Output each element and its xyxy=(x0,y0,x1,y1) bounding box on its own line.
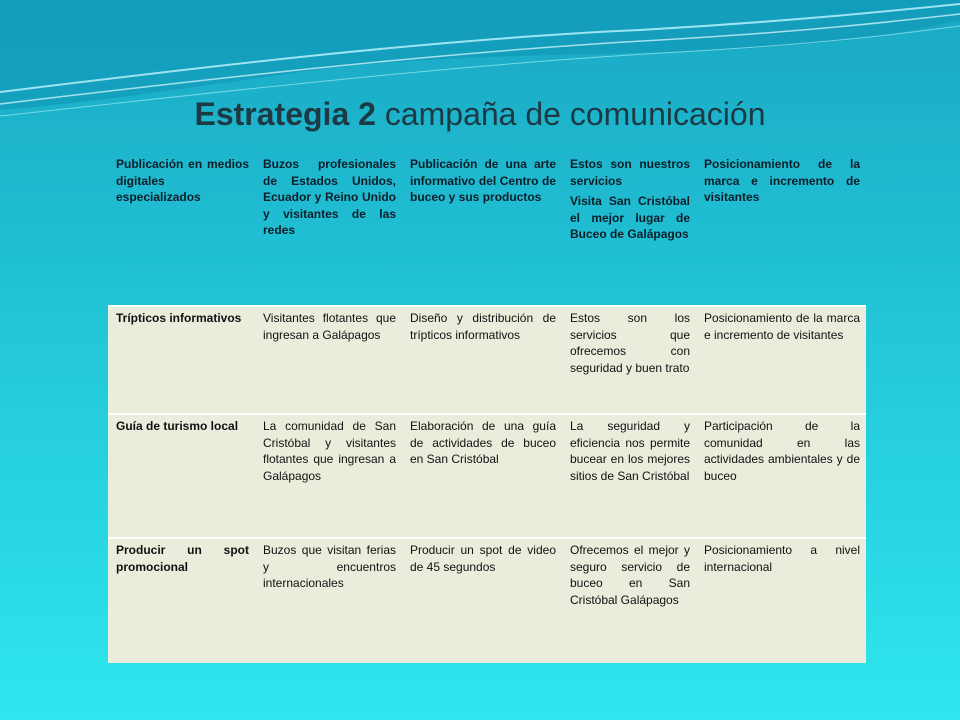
table-cell: Posicionamiento de la marca e incremento de visitantes xyxy=(696,306,866,414)
table-cell: La seguridad y eficiencia nos permite bucear en los mejores sitios de San Cristóbal xyxy=(562,414,696,538)
table-cell: Publicación en medios digitales especializados xyxy=(116,157,249,204)
table-row xyxy=(108,306,866,414)
table-row xyxy=(108,153,866,306)
table-cell xyxy=(562,153,696,306)
table-cell: Elaboración de una guía de actividades de buceo en San Cristóbal xyxy=(402,414,562,538)
table-cell: La comunidad de San Cristóbal y visitantes flotantes que ingresan a Galápagos xyxy=(255,414,402,538)
table-cell: Posicionamiento de la marca e incremento de visitantes xyxy=(704,157,860,204)
title-rest: campaña de comunicación xyxy=(375,96,766,132)
table-cell: Producir un spot promocional xyxy=(108,538,255,663)
table-cell: Buzos que visitan ferias y encuentros internacionales xyxy=(255,538,402,663)
table-cell: Producir un spot de video de 45 segundos xyxy=(402,538,562,663)
table-cell: Participación de la comunidad en las actividades ambientales y de buceo xyxy=(696,414,866,538)
table-cell: Diseño y distribución de trípticos informativos xyxy=(402,306,562,414)
slide-title xyxy=(0,96,960,133)
table-cell: Visitantes flotantes que ingresan a Galápagos xyxy=(255,306,402,414)
table-cell: Trípticos informativos xyxy=(108,306,255,414)
cell-paragraph: Estos son nuestros servicios xyxy=(570,157,690,188)
table-cell: Estos son los servicios que ofrecemos con seguridad y buen trato xyxy=(562,306,696,414)
table-row xyxy=(108,538,866,663)
table-row xyxy=(108,414,866,538)
table-cell: Publicación de una arte informativo del Centro de buceo y sus productos xyxy=(410,157,556,204)
title-bold: Estrategia 2 xyxy=(194,96,376,132)
cell-paragraph: Visita San Cristóbal el mejor lugar de Buceo de Galápagos xyxy=(570,194,690,241)
table-cell: Ofrecemos el mejor y seguro servicio de buceo en San Cristóbal Galápagos xyxy=(562,538,696,663)
strategy-table xyxy=(108,153,866,663)
table-cell: Posicionamiento a nivel internacional xyxy=(696,538,866,663)
table-cell: Buzos profesionales de Estados Unidos, Ecuador y Reino Unido y visitantes de las redes xyxy=(263,157,396,237)
table-cell: Guía de turismo local xyxy=(108,414,255,538)
